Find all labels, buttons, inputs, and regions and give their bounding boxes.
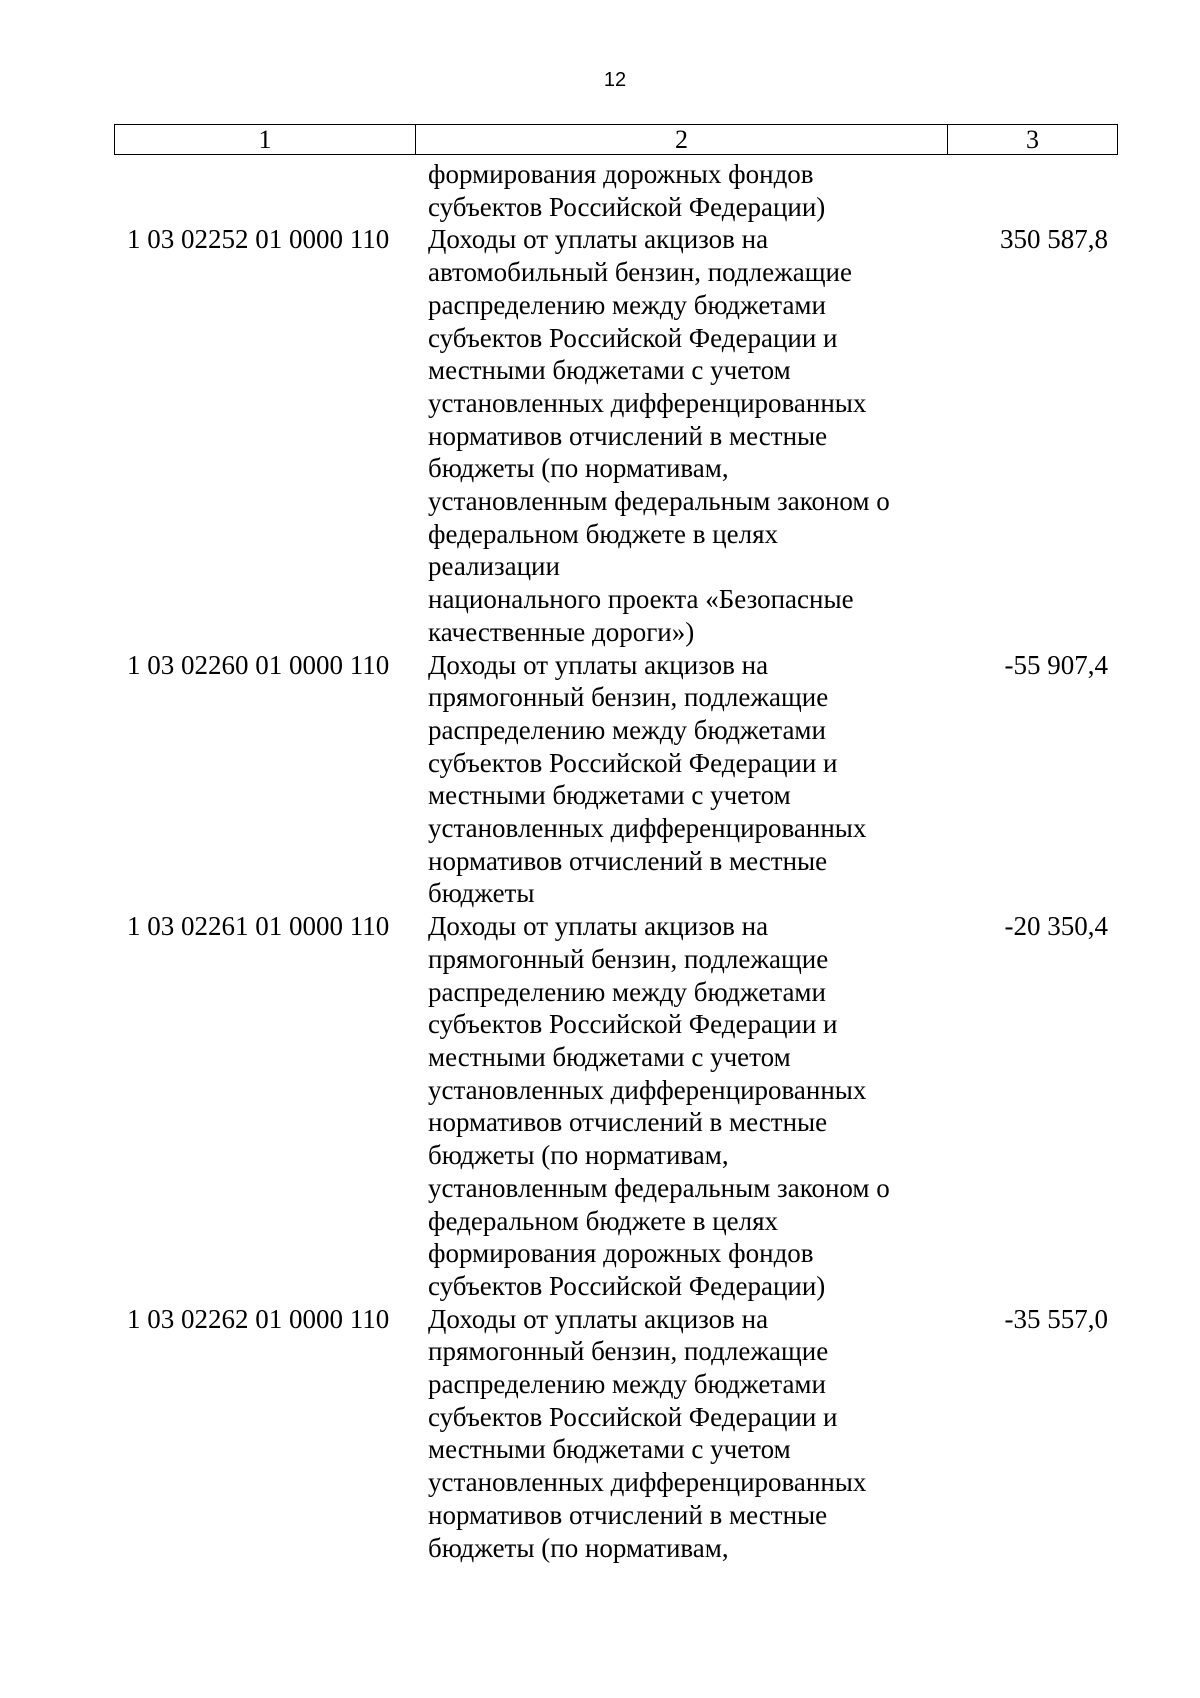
table-row — [114, 158, 1118, 223]
column-header-3: 3 — [1026, 125, 1039, 154]
table-row — [114, 649, 1118, 911]
table-row — [114, 910, 1118, 1302]
revenue-code: 1 03 02260 01 0000 110 — [127, 649, 390, 680]
column-header-1: 1 — [115, 125, 416, 154]
table-body — [114, 158, 1118, 1564]
revenue-amount: 350 587,8 — [1000, 224, 1108, 255]
table-header — [114, 124, 1118, 155]
page-number: 12 — [603, 69, 627, 91]
revenue-code: 1 03 02252 01 0000 110 — [127, 224, 390, 255]
revenue-amount: -35 557,0 — [1004, 1303, 1108, 1334]
revenue-description: Доходы от уплаты акцизов на прямогонный бензин, подлежащие распределению между бюджетами субъектов Российской Федерации и местными бюджетами с учетом установленных дифференцированных нормативов отчислений в местные бюджеты (по нормативам, — [428, 1303, 867, 1563]
revenue-amount: -55 907,4 — [1004, 649, 1108, 680]
table-row — [114, 223, 1118, 648]
revenue-code: 1 03 02262 01 0000 110 — [127, 1303, 390, 1334]
revenue-description: Доходы от уплаты акцизов на прямогонный бензин, подлежащие распределению между бюджетами субъектов Российской Федерации и местными бюджетами с учетом установленных дифференцированных нормативов отчислений в местные бюджеты — [428, 649, 867, 909]
revenue-code: 1 03 02261 01 0000 110 — [127, 911, 390, 942]
revenue-description: формирования дорожных фондов субъектов Российской Федерации) — [428, 159, 826, 222]
revenue-description: Доходы от уплаты акцизов на прямогонный бензин, подлежащие распределению между бюджетами субъектов Российской Федерации и местными бюджетами с учетом установленных дифференцированных нормативов отчислений в местные бюджеты (по нормативам, установленным федеральным законом о федеральном бюджете в целях формирования дорожных фондов субъектов Российской Федерации) — [428, 911, 890, 1301]
revenue-amount: -20 350,4 — [1004, 911, 1108, 942]
column-header-2: 2 — [416, 125, 948, 154]
revenue-description: Доходы от уплаты акцизов на автомобильный бензин, подлежащие распределению между бюджетами субъектов Российской Федерации и местными бюджетами с учетом установленных дифференцированных нормативов отчислений в местные бюджеты (по нормативам, установленным федеральным законом о федеральном бюджете в целях реализации национального проекта «Безопасные качественные дороги») — [428, 224, 890, 647]
table-row — [114, 1303, 1118, 1565]
